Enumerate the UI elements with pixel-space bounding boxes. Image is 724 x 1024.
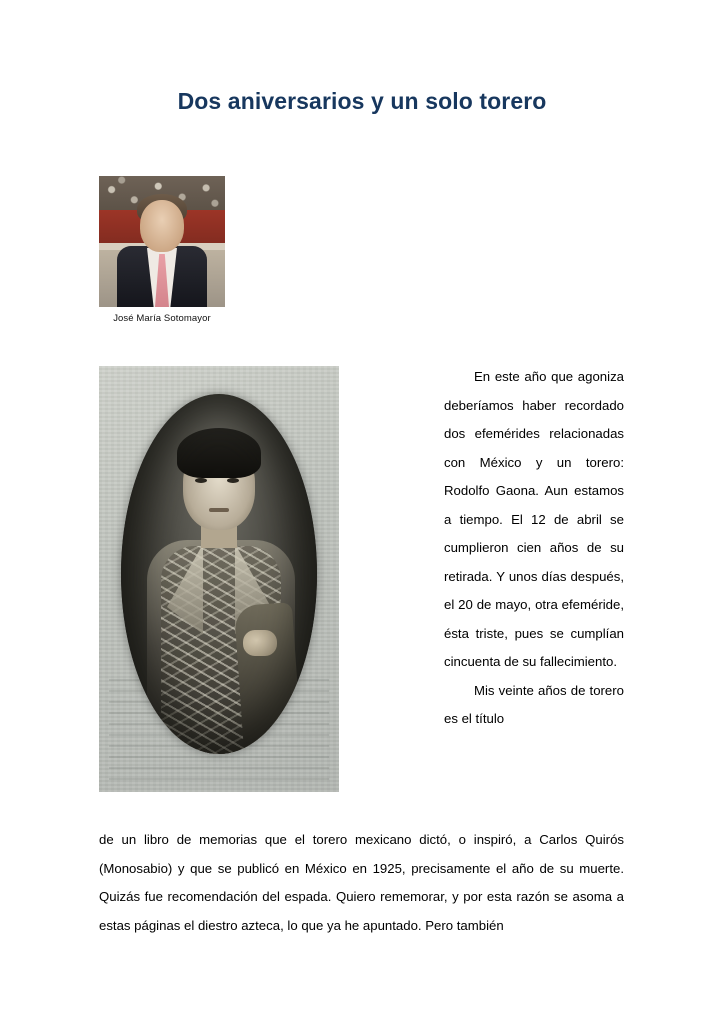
paragraph-1: En este año que agoniza deberíamos haber recordado dos efemérides relacionadas con México y un torero: Rodolfo Gaona. Aun estamos a tiempo. El 12 de abril se cumplieron cien años de su retirada. Y unos días después, el 20 de mayo, otra efeméride, ésta triste, pues se cumplían cincuenta de su fallecimiento.	[444, 369, 624, 669]
main-figure-image	[99, 366, 339, 792]
column-text	[444, 363, 624, 734]
author-portrait-image	[99, 176, 225, 307]
paragraph-2-start: Mis veinte años de torero es el título	[444, 682, 624, 726]
page-title: Dos aniversarios y un solo torero	[177, 88, 547, 114]
author-face	[140, 200, 184, 252]
author-photo-block	[99, 176, 225, 324]
body-text	[99, 826, 624, 940]
portrait-vignette	[121, 394, 317, 754]
oval-portrait-frame	[121, 394, 317, 754]
author-caption: José María Sotomayor	[113, 313, 211, 324]
paragraph-2-continued: de un libro de memorias que el torero mexicano dictó, o inspiró, a Carlos Quirós (Monosabio) y que se publicó en México en 1925, precisamente el año de su muerte. Quizás fue recomendación del espada. Quiero rememorar, y por esta razón se asoma a estas páginas el diestro azteca, lo que ya he apuntado. Pero también	[99, 832, 624, 933]
